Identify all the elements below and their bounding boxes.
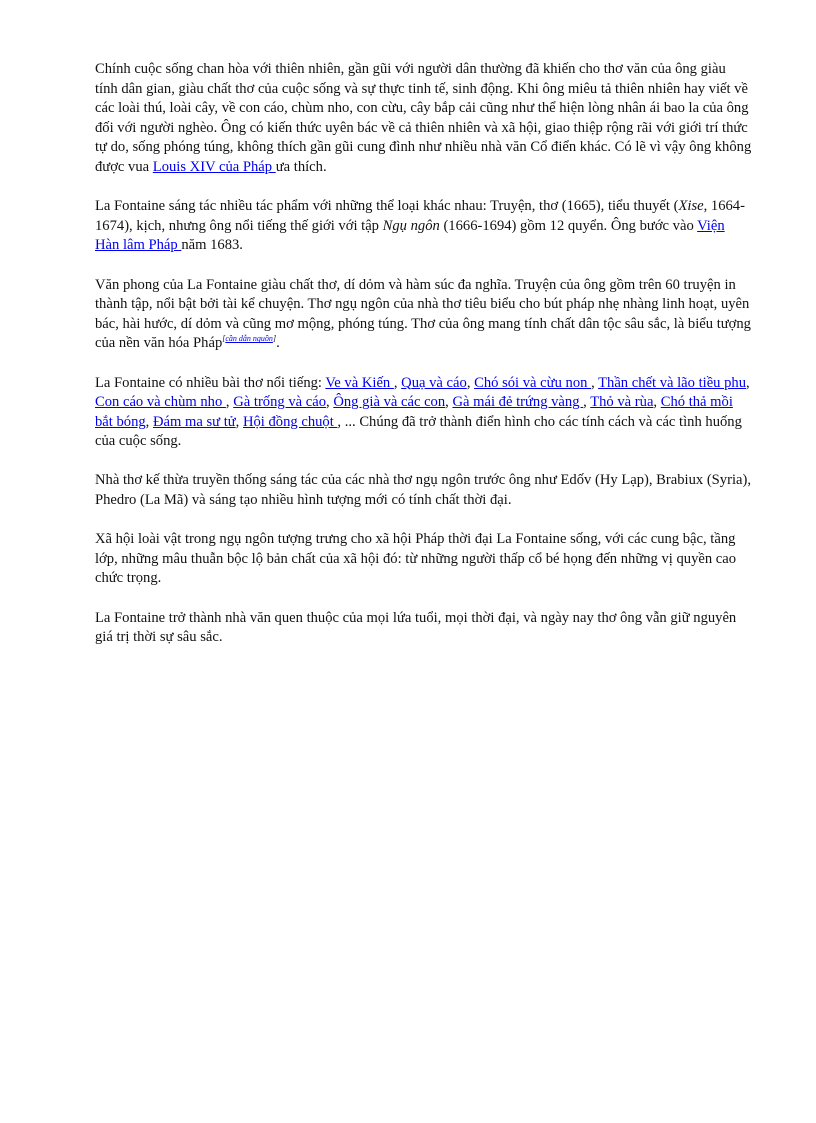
paragraph-life-nature	[95, 60, 752, 178]
paragraph-legacy: La Fontaine trở thành nhà văn quen thuộc của mọi lứa tuổi, mọi thời đại, và ngày nay thơ ông vẫn giữ nguyên giá trị thời sự sâu sắc.	[95, 609, 737, 646]
paragraph-text: La Fontaine sáng tác nhiều tác phẩm với những thể loại khác nhau: Truyện, thơ (1665), tiểu thuyết (	[95, 198, 679, 215]
paragraph-text: (1666-1694) gồm 12 quyển. Ông bước vào	[439, 217, 698, 234]
poem-link[interactable]: Ve và Kiến	[325, 374, 394, 391]
poem-link[interactable]: Ông già và các con	[333, 394, 446, 411]
paragraph-works	[95, 197, 752, 256]
link-louis-xiv[interactable]: Louis XIV của Pháp	[152, 158, 276, 175]
paragraph-text: ưa thích.	[275, 158, 327, 175]
paragraph-animal-society: Xã hội loài vật trong ngụ ngôn tượng trưng cho xã hội Pháp thời đại La Fontaine sống, với các cung bậc, tầng lớp, những mâu thuẫn bộc lộ bản chất của xã hội đó: từ những người thấp cổ bé họng đến những vị quyền cao chức trọng.	[95, 531, 737, 587]
paragraph-famous-poems	[95, 374, 752, 452]
paragraph-text: , ... Chúng đã trở thành điển hình cho các tính cách và các tình huống của cuộc sống.	[95, 413, 742, 450]
poem-link[interactable]: Chó thả mồi bắt bóng	[95, 394, 733, 430]
citation-bracket: ]	[272, 334, 277, 344]
poem-link[interactable]: Đám ma sư tử	[152, 413, 236, 430]
link-vien-han-lam-phap[interactable]: Viện Hàn lâm Pháp	[95, 217, 725, 254]
title-ngu-ngon: Ngụ ngôn	[382, 217, 440, 234]
poem-link[interactable]: Gà trống và cáo	[233, 394, 327, 411]
link-citation-needed[interactable]: cần dẫn nguồn	[225, 334, 273, 344]
poem-link[interactable]: Thỏ và rùa	[590, 394, 654, 411]
poem-link[interactable]: Quạ và cáo	[401, 374, 467, 391]
poem-link-list: Ve và Kiến , Quạ và cáo, Chó sói và cừu non , Thần chết và lão tiều phu, Con cáo và chùm nho , Gà trống và cáo, Ông già và các con, Gà mái đẻ trứng vàng , Thỏ và rùa, Chó thả mồi bắt bóng, Đám ma sư tử, Hội đồng chuột	[95, 374, 750, 430]
paragraph-heritage: Nhà thơ kế thừa truyền thống sáng tác của các nhà thơ ngụ ngôn trước ông như Edốv (Hy Lạp), Brabiux (Syria), Phedro (La Mã) và sáng tạo nhiều hình tượng mới có tính chất thời đại.	[95, 472, 751, 509]
poem-link[interactable]: Chó sói và cừu non	[474, 374, 592, 391]
document-body	[95, 60, 752, 667]
poem-link[interactable]: Con cáo và chùm nho	[95, 394, 226, 411]
paragraph-text: năm 1683.	[181, 237, 243, 254]
poem-link[interactable]: Hội đồng chuột	[242, 413, 338, 430]
poem-link[interactable]: Gà mái đẻ trứng vàng	[452, 394, 584, 411]
paragraph-text: La Fontaine có nhiều bài thơ nổi tiếng:	[95, 374, 326, 391]
paragraph-text: , 1664-1674), kịch, nhưng ông nổi tiếng thế giới với tập	[95, 198, 745, 234]
citation-bracket: [	[222, 334, 226, 344]
poem-link[interactable]: Thần chết và lão tiều phu	[598, 374, 747, 391]
paragraph-text: Văn phong của La Fontaine giàu chất thơ, dí dỏm và hàm súc đa nghĩa. Truyện của ông gồm trên 60 truyện in thành tập, nổi bật bởi tài kể chuyện. Thơ ngụ ngôn của nhà thơ tiêu biểu cho bút pháp nhẹ nhàng linh hoạt, uyên bác, hài hước, dí dỏm và cũng mơ mộng, phóng túng. Thơ của ông mang tính chất dân tộc sâu sắc, là biểu tượng của nền văn hóa Pháp	[95, 276, 751, 352]
paragraph-style	[95, 276, 752, 354]
title-xise: Xise	[678, 198, 704, 215]
paragraph-text: Chính cuộc sống chan hòa với thiên nhiên, gần gũi với người dân thường đã khiến cho thơ văn của ông giàu tính dân gian, giàu chất thơ của cuộc sống và sự thực tinh tế, sinh động. Khi ông miêu tả thiên nhiên hay viết về các loài thú, loài cây, về con cáo, chùm nho, con cừu, cây bắp cải cũng như thể hiện lòng nhân ái bao la của ông đối với người nghèo. Ông có kiến thức uyên bác về cả thiên nhiên và xã hội, giao thiệp rộng rãi với giới trí thức tự do, sống phóng túng, không thích gần gũi cung đình như nhiều nhà văn Cổ điển khác. Có lẽ vì vậy ông không được vua	[95, 61, 752, 175]
paragraph-text: .	[276, 335, 280, 352]
citation-needed	[222, 334, 276, 343]
